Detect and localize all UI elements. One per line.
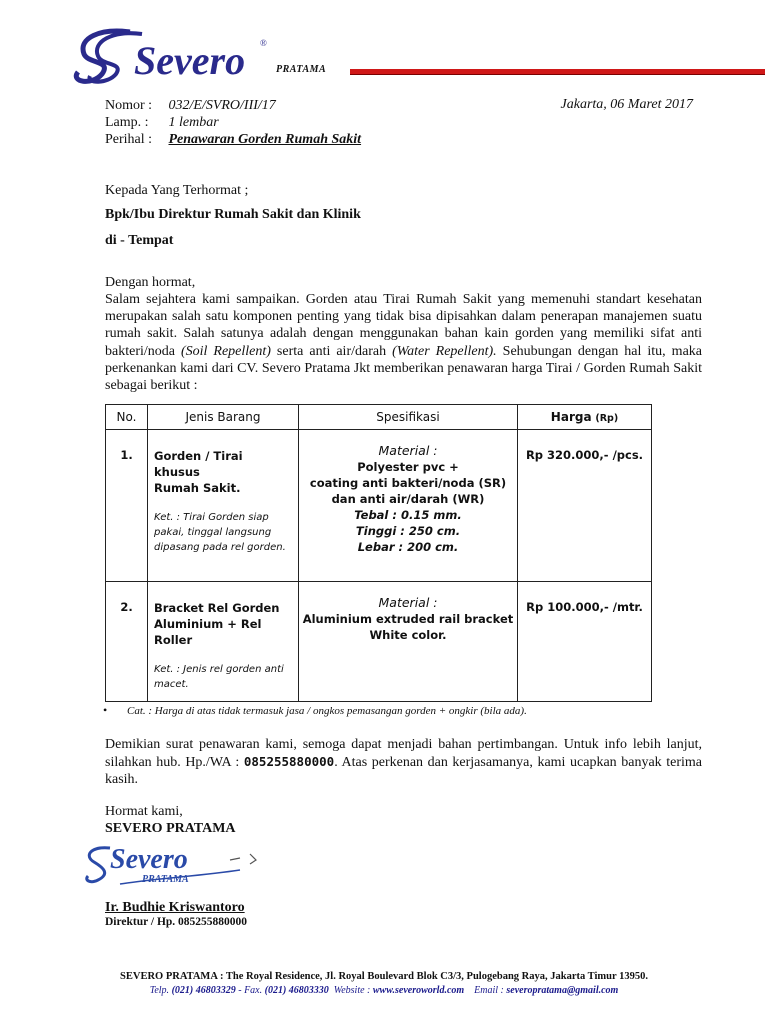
regards: Hormat kami,	[105, 804, 183, 819]
row-no: 1.	[106, 430, 148, 582]
email-link[interactable]: severopratama@gmail.com	[506, 985, 619, 996]
header-jenis: Jenis Barang	[148, 405, 299, 430]
perihal-row	[105, 131, 361, 148]
svg-text:®: ®	[260, 38, 267, 48]
salutation: Kepada Yang Terhormat ;	[105, 183, 249, 198]
letter-date: Jakarta, 06 Maret 2017	[560, 97, 693, 112]
recipient-name: Bpk/Ibu Direktur Rumah Sakit dan Klinik	[105, 207, 361, 222]
item-note: Ket. : Tirai Gorden siap pakai, tinggal langsung dipasang pada rel gorden.	[154, 512, 286, 553]
footer-address: SEVERO PRATAMA : The Royal Residence, Jl. Royal Boulevard Blok C3/3, Pulogebang Raya, Jakarta Timur 13950.	[120, 971, 648, 982]
item-note: Ket. : Jenis rel gorden anti macet.	[154, 664, 284, 690]
nomor-row	[105, 97, 276, 114]
row-spesifikasi: Material : Aluminium extruded rail bracket White color.	[299, 582, 518, 702]
nomor-label: Nomor :	[105, 98, 153, 113]
row-jenis: Gorden / Tirai khusus Rumah Sakit. Ket. : Tirai Gorden siap pakai, tinggal langsung dipasang pada rel gorden.	[148, 430, 299, 582]
footer-contact: Telp. (021) 46803329 - Fax. (021) 46803330 Website : www.severoworld.com Email : severopratama@gmail.com	[149, 985, 619, 996]
offer-table	[105, 404, 652, 702]
recipient-place: di - Tempat	[105, 233, 174, 248]
table-row	[106, 430, 652, 582]
header-spesifikasi: Spesifikasi	[299, 405, 518, 430]
svg-text:PRATAMA: PRATAMA	[142, 874, 189, 885]
nomor-value: 032/E/SVRO/III/17	[168, 98, 276, 113]
perihal-label: Perihal :	[105, 132, 153, 147]
row-spesifikasi: Material : Polyester pvc + coating anti bakteri/noda (SR) dan anti air/darah (WR) Tebal : 0.15 mm. Tinggi : 250 cm. Lebar : 200 cm.	[299, 430, 518, 582]
website-link[interactable]: www.severoworld.com	[372, 985, 465, 996]
severo-logo	[72, 24, 282, 88]
header-no: No.	[106, 405, 148, 430]
lamp-value: 1 lembar	[168, 115, 219, 130]
header-harga: Harga (Rp)	[518, 405, 652, 430]
signer-title: Direktur / Hp. 085255880000	[105, 916, 248, 928]
table-header-row	[106, 405, 652, 430]
svg-text:Severo: Severo	[110, 844, 188, 875]
lamp-row	[105, 114, 219, 131]
body-paragraph: Salam sejahtera kami sampaikan. Gorden atau Tirai Rumah Sakit yang memenuhi standart kesehatan merupakan salah satu komponen penting yang tidak bisa dipisahkan dalam penerapan manajemen suatu rumah sakit. Salah satunya adalah dengan menggunakan bahan kain gorden yang memiliki sifat anti bakteri/noda (Soil Repellent) serta anti air/darah (Water Repellent). Sehubungan dengan hal itu, maka perkenankan kami dari CV. Severo Pratama Jkt memberikan penawaran harga Tirai / Gorden Rumah Sakit sebagai berikut :	[105, 292, 702, 394]
signature-stamp	[80, 830, 280, 900]
table-row	[106, 582, 652, 702]
price-note: Cat. : Harga di atas tidak termasuk jasa / ongkos pemasangan gorden + ongkir (bila ada).	[127, 705, 527, 717]
row-jenis: Bracket Rel Gorden Aluminium + Rel Roller Ket. : Jenis rel gorden anti macet.	[148, 582, 299, 702]
brand-text: Severo	[134, 38, 246, 83]
closing-paragraph: Demikian surat penawaran kami, semoga dapat menjadi bahan pertimbangan. Untuk info lebih lanjut, silahkan hub. Hp./WA : 085255880000. Atas perkenan dan kerjasamanya, kami ucapkan banyak terima kasih.	[105, 737, 703, 788]
perihal-value: Penawaran Gorden Rumah Sakit	[168, 132, 362, 147]
letterhead-tagline: PRATAMA	[276, 64, 327, 75]
signer-name: Ir. Budhie Kriswantoro	[105, 900, 245, 915]
phone-number: 085255880000	[243, 754, 335, 770]
letterhead-rule	[350, 69, 765, 75]
row-harga: Rp 100.000,- /mtr.	[518, 582, 652, 702]
row-harga: Rp 320.000,- /pcs.	[518, 430, 652, 582]
row-no: 2.	[106, 582, 148, 702]
company-name: SEVERO PRATAMA	[105, 821, 236, 836]
lamp-label: Lamp. :	[105, 115, 149, 130]
note-bullet: •	[103, 703, 108, 717]
greeting: Dengan hormat,	[105, 275, 196, 290]
